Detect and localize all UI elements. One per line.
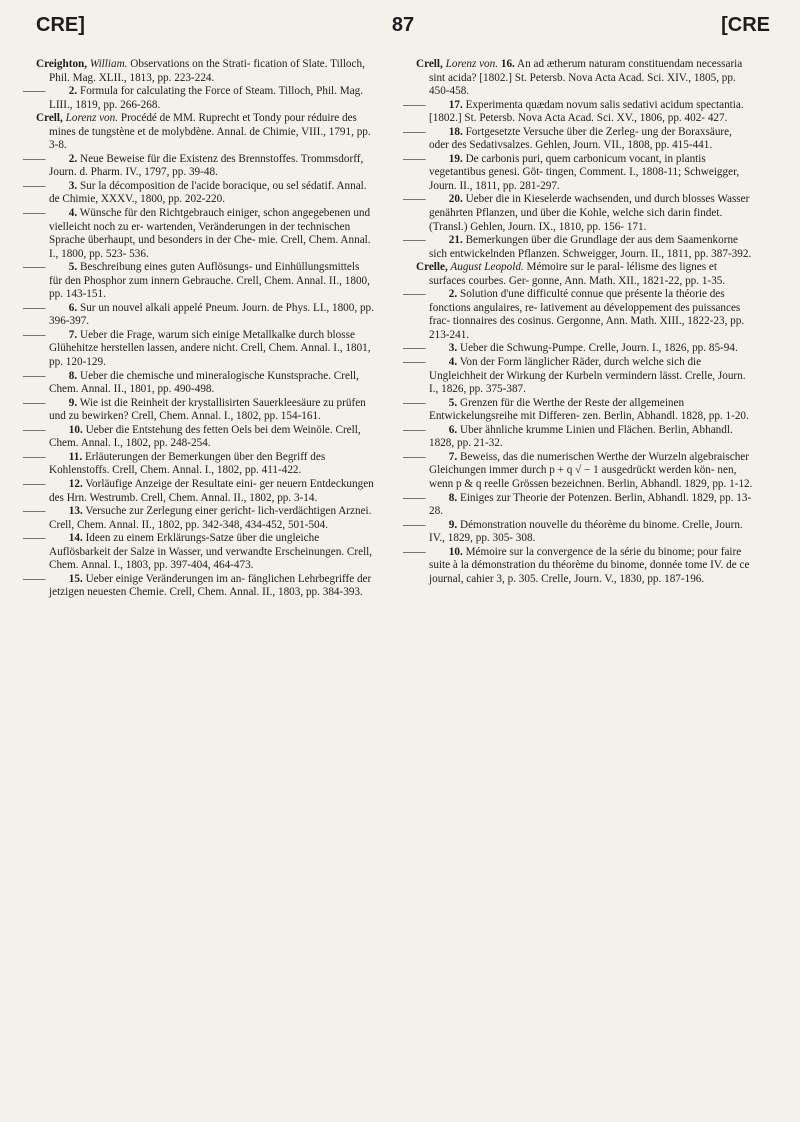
header-right: [CRE (721, 14, 770, 36)
bibliography-entry (23, 328, 374, 370)
ditto-dash: —— (23, 450, 46, 463)
entry-number: 13. (68, 505, 83, 518)
entry-text: Bemerkungen über die Grundlage der aus dem Saamenkorne sich entwickelnden Pflanzen. Schweigger, Journ. II., 1811, pp. 387-392. (429, 234, 752, 260)
bibliography-entry (403, 98, 754, 126)
page-number: 87 (391, 14, 415, 36)
entry-author: Crell, (416, 58, 443, 70)
bibliography-entry (23, 505, 374, 532)
entry-number: 4. (68, 207, 78, 220)
bibliography-entry (23, 261, 374, 302)
entry-number: 14. (68, 532, 83, 545)
entry-author: Crell, (36, 112, 63, 125)
entry-text: Mémoire sur la convergence de la série du binome; pour faire suite à la démonstration du théorème du binome, donnée tome IV. de ce journal, cahier 3, p. 305. Crelle, Journ. V., 1830, pp. 187-196. (429, 545, 750, 585)
ditto-dash: —— (23, 572, 46, 585)
entry-number: 21. (448, 234, 463, 247)
entry-number: 15. (68, 572, 83, 585)
ditto-dash: —— (403, 193, 426, 206)
entry-number: 6. (68, 301, 78, 314)
entry-number: 3. (68, 179, 78, 192)
bibliography-entry (23, 152, 374, 180)
ditto-dash: —— (23, 532, 46, 545)
entry-number: 4. (448, 356, 458, 369)
bibliography-entry (23, 572, 374, 600)
entry-number: 20. (448, 193, 463, 206)
ditto-dash: —— (23, 207, 46, 220)
entry-text: De carbonis puri, quem carbonicum vocant, in plantis vegetantibus genesi. Göt- tingen, Comment. I., 1808-11; Schweigger, Journ. II., 1811, pp. 281-297. (429, 152, 740, 192)
bibliography-entry (416, 58, 754, 99)
entry-text: An ad ætherum naturam constituendam necessaria sint acida? [1802.] St. Petersb. Nova Acta Acad. Sci. XIV., 1805, pp. 450-458. (429, 58, 743, 98)
ditto-dash: —— (403, 450, 426, 463)
left-column (23, 58, 374, 600)
entry-text: Beweiss, das die numerischen Werthe der Wurzeln algebraischer Gleichungen immer durch p + q √ − 1 ausgedrückt werden kön- nen, wenn p & q reelle Grössen bezeichnen. Berlin, Abhandl. 1829, pp. 1-12. (429, 450, 753, 490)
entry-text: Erläuterungen der Bemerkungen über den Begriff des Kohlenstoffs. Crell, Chem. Annal. I., 1802, pp. 411-422. (49, 450, 326, 477)
bibliography-entry (23, 477, 374, 505)
entry-text: Ueber die chemische und mineralogische Kunstsprache. Crell, Chem. Annal. II., 1801, pp. 490-498. (49, 369, 359, 396)
entry-text: Von der Form länglicher Räder, durch welche sich die Ungleichheit der Wirkung der Kurbeln vermindern lässt. Crelle, Journ. I., 1826, pp. 375-387. (429, 356, 746, 396)
entry-number: 3. (448, 342, 458, 355)
entry-text: Ueber die Schwung-Pumpe. Crelle, Journ. I., 1826, pp. 85-94. (457, 342, 738, 355)
entry-text: Beschreibung eines guten Auflösungs- und Einhüllungsmittels für den Phosphor zum innern Gebrauche. Crell, Chem. Annal. II., 1800, pp. 143-151. (49, 261, 370, 301)
bibliography-entry (403, 491, 754, 519)
entry-text: Wünsche für den Richtgebrauch einiger, schon angegebenen und vielleicht noch zu er- wartenden, Veränderungen in der technischen Sprache überhaupt, und besonders in der Che- mie. Crell, Chem. Annal. I., 1800, pp. 523- 536. (49, 207, 371, 260)
entry-number: 7. (448, 450, 458, 463)
bibliography-entry (23, 207, 374, 261)
entry-author-given-name: Lorenz von. (62, 112, 119, 125)
entry-number: 2. (68, 152, 78, 165)
entry-number: 5. (68, 261, 78, 274)
bibliography-entry (23, 301, 374, 329)
entry-text: Ueber die Frage, warum sich einige Metallkalke durch blosse Glühehitze herstellen lassen, andere nicht. Crell, Chem. Annal. I., 1801, pp. 120-129. (49, 328, 371, 369)
entry-author: Crelle, (416, 261, 448, 274)
ditto-dash: —— (403, 342, 426, 355)
page-header (36, 14, 770, 42)
ditto-dash: —— (403, 518, 426, 531)
entry-number: 10. (68, 423, 83, 436)
bibliography-entry (403, 450, 754, 492)
entry-text: Grenzen für die Werthe der Reste der allgemeinen Entwickelungsreihe mit Differen- zen. Berlin, Abhandl. 1828, pp. 1-20. (429, 396, 749, 423)
entry-text: Observations on the Strati- fication of Slate. Tilloch, Phil. Mag. XLII., 1813, pp. 223-224. (49, 58, 365, 84)
ditto-dash: —— (23, 261, 46, 274)
bibliography-entry (403, 125, 754, 153)
entry-number: 2. (448, 288, 458, 301)
ditto-dash: —— (403, 545, 426, 558)
bibliography-entry (403, 396, 754, 424)
entry-number: 2. (68, 85, 78, 98)
entry-text: Neue Beweise für die Existenz des Brennstoffes. Trommsdorff, Journ. d. Pharm. IV., 1797, pp. 39-48. (49, 152, 364, 179)
bibliography-entry (403, 356, 754, 397)
entry-text: Einiges zur Theorie der Potenzen. Berlin, Abhandl. 1829, pp. 13-28. (429, 491, 752, 518)
ditto-dash: —— (23, 369, 46, 382)
entry-text: Ueber die in Kieselerde wachsenden, und durch blosses Wasser genährten Pflanzen, und über die Kohle, welche sich darin findet. (Transl.) Gehlen, Journ. IX., 1810, pp. 156- 171. (429, 193, 750, 233)
entry-number: 16. (498, 58, 515, 70)
ditto-dash: —— (403, 288, 426, 301)
entry-number: 6. (448, 423, 458, 436)
bibliography-entry (23, 85, 374, 112)
bibliography-entry (403, 545, 754, 587)
entry-text: Experimenta quædam novum salis sedativi acidum spectantia. [1802.] St. Petersb. Nova Acta Acad. Sci. XV., 1806, pp. 402- 427. (429, 98, 744, 125)
entry-number: 9. (448, 518, 458, 531)
bibliography-entry (403, 423, 754, 451)
entry-author: Creighton, (36, 58, 88, 70)
ditto-dash: —— (23, 505, 46, 518)
entry-number: 19. (448, 152, 463, 165)
entry-text: Solution d'une difficulté connue que présente la théorie des fonctions angulaires, re- lativement au développement des puissances frac- tionnaires des cosinus. Gergonne, Ann. Math. XIII., 1822-23, pp. 213-241. (429, 288, 745, 341)
bibliography-entry (403, 342, 754, 356)
bibliography-entry (23, 396, 374, 424)
entry-text: Wie ist die Reinheit der krystallisirten Sauerkleesäure zu prüfen und zu bewirken? Crell, Chem. Annal. I., 1802, pp. 154-161. (49, 396, 366, 423)
header-left: CRE] (36, 14, 85, 36)
bibliography-entry (23, 369, 374, 397)
ditto-dash: —— (403, 98, 426, 111)
bibliography-entry (416, 261, 754, 288)
bibliography-entry (403, 518, 754, 546)
entry-text: Versuche zur Zerlegung einer gericht- lich-verdächtigen Arznei. Crell, Chem. Annal. II., 1802, pp. 342-348, 434-452, 501-504. (49, 505, 372, 531)
entry-text: Formula for calculating the Force of Steam. Tilloch, Phil. Mag. LIII., 1819, pp. 266-268. (49, 85, 364, 111)
entry-number: 11. (68, 450, 83, 463)
right-column (403, 58, 754, 586)
entry-text: Procédé de MM. Ruprecht et Tondy pour réduire des mines de tungstène et de molybdène. Annal. de Chimie, VIII., 1791, pp. 3-8. (49, 112, 371, 152)
entry-number: 9. (68, 396, 78, 409)
entry-number: 17. (448, 98, 463, 111)
ditto-dash: —— (23, 179, 46, 192)
entry-text: Uber ähnliche krumme Linien und Flächen. Berlin, Abhandl. 1828, pp. 21-32. (429, 423, 733, 450)
bibliography-entry (403, 234, 754, 261)
entry-author-given-name: William. (87, 58, 128, 70)
bibliography-entry (23, 450, 374, 478)
ditto-dash: —— (23, 152, 46, 165)
bibliography-entry (23, 423, 374, 451)
ditto-dash: —— (403, 152, 426, 165)
entry-number: 10. (448, 545, 463, 558)
entry-author-given-name: Lorenz von. (442, 58, 499, 70)
ditto-dash: —— (23, 301, 46, 314)
bibliography-entry (36, 112, 374, 153)
bibliography-entry (403, 288, 754, 342)
entry-number: 8. (448, 491, 458, 504)
entry-text: Ueber die Entstehung des fetten Oels bei dem Weinöle. Crell, Chem. Annal. I., 1802, pp. 248-254. (49, 423, 361, 450)
ditto-dash: —— (23, 477, 46, 490)
ditto-dash: —— (23, 85, 46, 98)
entry-number: 5. (448, 396, 458, 409)
entry-text: Ueber einige Veränderungen im an- fänglichen Lehrbegriffe der jetzigen neuesten Chemie. Crell, Chem. Annal. II., 1803, pp. 384-393. (49, 572, 372, 599)
entry-text: Fortgesetzte Versuche über die Zerleg- ung der Boraxsäure, oder des Sedativsalzes. Gehlen, Journ. VII., 1808, pp. 415-441. (429, 125, 732, 152)
entry-text: Mémoire sur le paral- lélisme des lignes et surfaces courbes. Ger- gonne, Ann. Math. XII., 1821-22, pp. 1-35. (429, 261, 726, 287)
ditto-dash: —— (403, 423, 426, 436)
entry-number: 12. (68, 477, 83, 490)
bibliography-entry (23, 179, 374, 207)
ditto-dash: —— (23, 328, 46, 341)
ditto-dash: —— (23, 423, 46, 436)
entry-text: Vorläufige Anzeige der Resultate eini- ger neuern Entdeckungen des Hrn. Westrumb. Crell, Chem. Annal. II., 1802, pp. 3-14. (49, 477, 374, 504)
ditto-dash: —— (403, 491, 426, 504)
bibliography-entry (403, 193, 754, 234)
ditto-dash: —— (403, 234, 426, 247)
ditto-dash: —— (23, 396, 46, 409)
entry-number: 18. (448, 125, 463, 138)
bibliography-entry (403, 152, 754, 194)
entry-number: 7. (68, 328, 78, 341)
entry-number: 8. (68, 369, 78, 382)
entry-text: Sur un nouvel alkali appelé Pneum. Journ. de Phys. LI., 1800, pp. 396-397. (49, 301, 374, 328)
entry-text: Démonstration nouvelle du théorème du binome. Crelle, Journ. IV., 1829, pp. 305- 308. (429, 518, 743, 545)
bibliography-entry (36, 58, 374, 85)
entry-text: Ideen zu einem Erklärungs-Satze über die ungleiche Auflösbarkeit der Salze in Wasser, und verwandte Erscheinungen. Crell, Chem. Annal. I., 1803, pp. 397-404, 464-473. (49, 532, 373, 572)
ditto-dash: —— (403, 396, 426, 409)
ditto-dash: —— (403, 125, 426, 138)
entry-author-given-name: August Leopold. (447, 261, 524, 274)
bibliography-entry (23, 532, 374, 573)
entry-text: Sur la décomposition de l'acide boracique, ou sel sédatif. Annal. de Chimie, XXXV., 1800, pp. 202-220. (49, 179, 367, 206)
ditto-dash: —— (403, 356, 426, 369)
